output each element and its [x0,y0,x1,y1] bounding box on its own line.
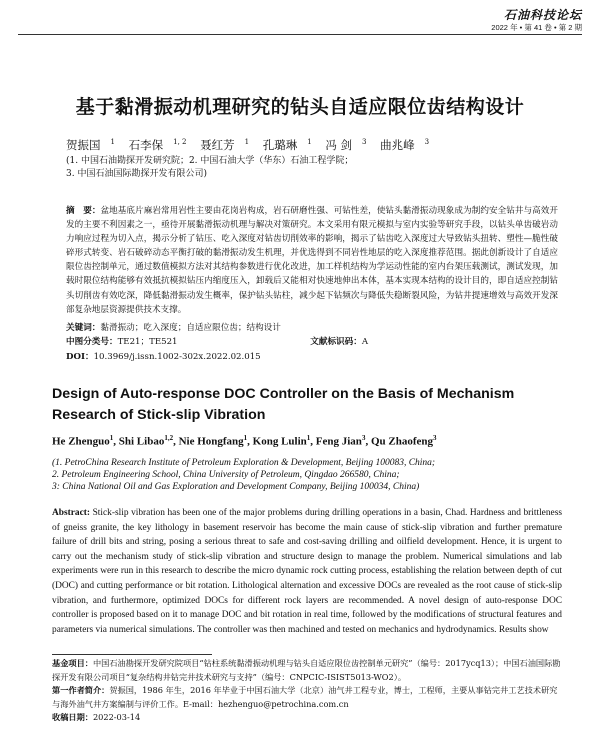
received-note: 收稿日期：2022-03-14 [52,712,141,722]
journal-issue: 2022 年 • 第 41 卷 • 第 2 期 [491,23,582,32]
cn-title: 基于黏滑振动机理研究的钻头自适应限位齿结构设计 [75,96,525,118]
cn-author: 孔璐琳 $^1$ [262,138,312,152]
cn-affiliation-line: 3. 中国石油国际勘探开发有限公司) [66,169,207,179]
en-affiliations [52,457,572,494]
fund-note: 基金项目：中国石油勘探开发研究院项目“钻柱系统黏滑振动机理与钻头自适应限位齿控制单元研究”（编号：2017ycq13）；中国石油国际勘探开发有限公司项目“复杂结构井钻完井技术研究与支持”（编号：CNPCIC-ISIST5013-WO2）。 [52,658,561,682]
cn-abstract-text: 盆地基底片麻岩常用岩性主要由花岗岩构成，岩石研磨性强、可钻性差，使钻头黏滑振动现象成为制约安全钻井与高效开发的主要不利因素之一，亟待开展黏滑振动机理与解决对策研究。本文采用有限元模拟与室内实验等研究手段，以钻头单齿破岩动力响应过程为切入点，揭示分析了钻压、吃入深度对钻齿切削效率的影响，揭示了钻齿吃入深度过大导致钻头扭转、塑性—脆性破碎形式转变、岩石破碎动态平衡打破的黏滑振动发生机理，并优选得到不同岩性地层的吃入深度推荐范围。据此创新设计了自适应限位齿控制单元，通过数值模拟方法对其结构参数进行优化改进，加工样机结构为学运动性能的室内台架压载测试，测试发现，加载时限位结构能够有效抵抗模拟钻压内缩度压入，卸载后又能相对快速地伸出本体，基本实现本结构的设计目的，即自适应控制钻头切削齿有效吃深，降低黏滑振动发生概率，保护钻头钻柱，减少起下钻频次与降低失稳断裂风险，为钻井提速增效与高效开发深部复杂地层资源提供技术支撑。 [66,206,558,315]
cn-authors [66,137,439,153]
cn-author: 冯 剑 $^3$ [325,138,367,152]
doi: DOI：10.3969/j.issn.1002-302x.2022.02.015 [66,352,261,362]
en-affiliation-line: 2. Petroleum Engineering School, China University of Petroleum, Qingdao 266580, China; [52,470,400,481]
cn-affiliation-line: (1. 中国石油勘探开发研究院；2. 中国石油大学（华东）石油工程学院； [66,156,354,166]
cn-author: 曲兆峰 $^3$ [380,138,430,152]
cn-affiliations [66,155,546,181]
footnote-rule [52,654,212,655]
cn-keywords: 关键词：黏滑振动；吃入深度；自适应限位齿；结构设计 [66,323,281,333]
cn-author: 石李保 $^{1, 2}$ [128,138,187,152]
doc-code: 文献标识码：A [310,337,369,347]
cn-classification: 中图分类号：TE21；TE521 文献标识码：A [66,337,369,347]
en-title: Design of Auto-response DOC Controller on the Basis of Mechanism Research of Stick-slip Vibration [52,386,515,423]
en-abstract [52,506,562,637]
journal-name: 石油科技论坛 [503,8,582,22]
en-affiliation-line: 3: China National Oil and Gas Exploration and Development Company, Beijing 100034, China) [52,482,420,493]
en-affiliation-line: (1. PetroChina Research Institute of Petroleum Exploration & Development, Beijing 100083, China; [52,458,436,468]
cn-abstract [66,204,558,317]
cn-abstract-label: 摘 要： [66,206,101,216]
en-abstract-label: Abstract: [52,508,91,518]
footnotes [52,657,562,725]
cn-author: 聂红芳 $^1$ [200,138,250,152]
author-note: 第一作者简介：贺振国，1986 年生，2016 年毕业于中国石油大学（北京）油气井工程专业，博士，工程师，主要从事钻完井工艺技术研究与海外油气井方案编制与评价工作。E-mail：hezhenguo@petrochina.com.cn [52,685,558,709]
header-rule [18,34,582,35]
en-authors: He Zhenguo$^1$, Shi Libao$^{1,2}$, Nie Hongfang$^1$, Kong Lulin$^1$, Feng Jian$^3$, Qu Zhaofeng$^3$ [52,434,437,448]
cn-author: 贺振国 $^1$ [66,138,115,152]
en-abstract-text: Stick-slip vibration has been one of the major problems during drilling operations in a basin, Chad. Hardness and brittleness of gneiss granite, the key lithology in basement reservoir has become the main cause of stick-slip vibration and further premature failure of drill bits and string, posing a serious threat to safe and cost-saving drilling and oilfield development. Hence, it is urgent to carry out the mechanism study of stick-slip vibration and structure design to manage the problem. Numerical simulations and lab experiments were run in this research to describe the micro dynamic rock cutting process, establishing the relation between depth of cut (DOC) and cutting performance or bit rotation. Lithological alternation and excessive DOCs are revealed as the root cause of stick-slip vibration, and furthermore, optimized DOCs for different rock layers are recommended. A novel design of auto-response DOC controller is proposed based on it to manage DOC and bit rotation in real time, followed by the modifications of structural features and parameters via numerical simulations. The controller was then machined and tested on mechanics and hydrodynamics. Results show [52,508,562,635]
